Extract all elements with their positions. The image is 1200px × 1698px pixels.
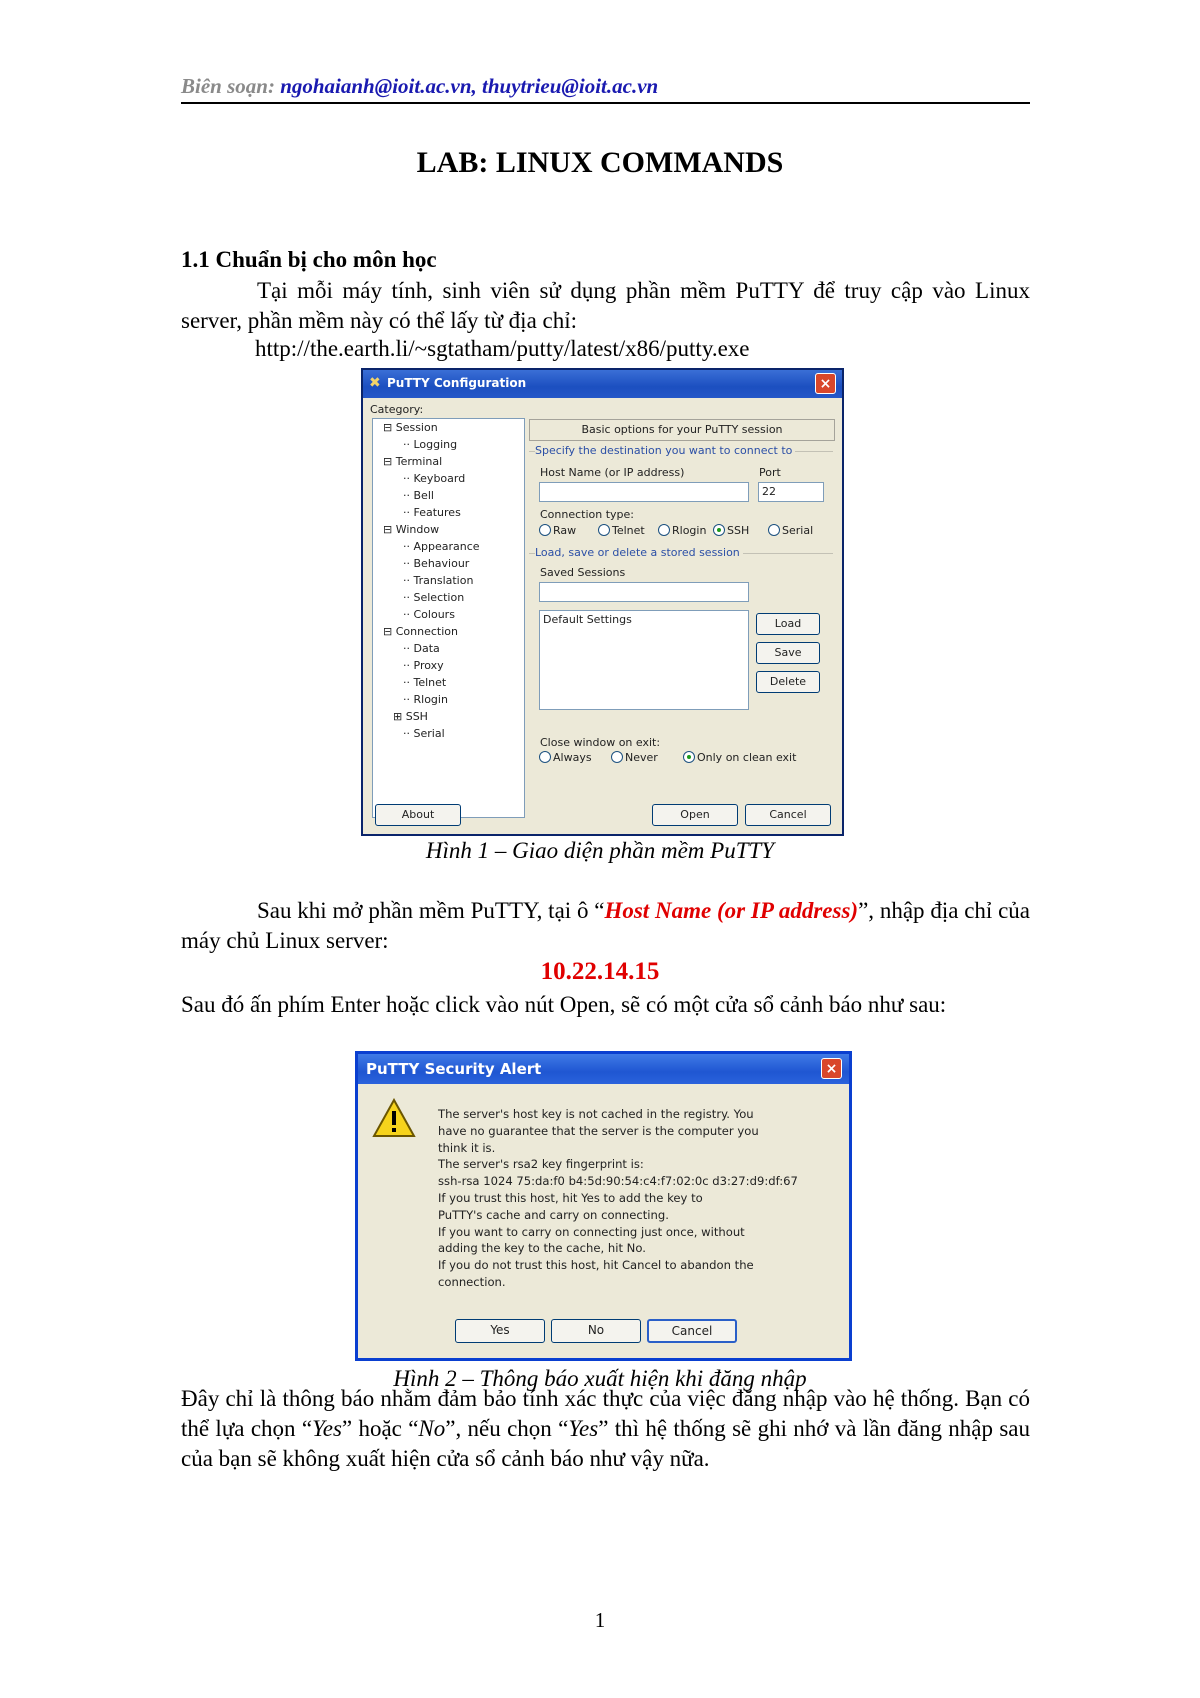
tree-item-logging[interactable]: ·· Logging: [403, 438, 458, 451]
paragraph-2: Sau khi mở phần mềm PuTTY, tại ô “Host Name (or IP address)”, nhập địa chỉ của máy chủ Linux server:: [181, 898, 1031, 953]
connection-type-label: Connection type:: [540, 508, 635, 521]
port-label: Port: [759, 466, 781, 479]
alert-line: connection.: [438, 1274, 506, 1289]
radio-serial-dot: [768, 524, 780, 536]
tree-item-proxy[interactable]: ·· Proxy: [403, 659, 444, 672]
header-prefix: Biên soạn:: [181, 74, 281, 98]
config-titlebar: [363, 370, 842, 398]
section-heading: 1.1 Chuẩn bị cho môn học: [181, 247, 437, 272]
alert-line: PuTTY's cache and carry on connecting.: [438, 1207, 669, 1222]
paragraph-3: Sau đó ấn phím Enter hoặc click vào nút Open, sẽ có một cửa sổ cảnh báo như sau:: [181, 992, 947, 1017]
load-button[interactable]: Load: [756, 613, 820, 635]
tree-item-telnet[interactable]: ·· Telnet: [403, 676, 447, 689]
tree-item-bell[interactable]: ·· Bell: [403, 489, 434, 502]
tree-item-colours[interactable]: ·· Colours: [403, 608, 455, 621]
config-title: PuTTY Configuration: [387, 376, 527, 390]
figure-2-caption: Hình 2 – Thông báo xuất hiện khi đăng nhập: [393, 1366, 807, 1391]
tree-item-behaviour[interactable]: ·· Behaviour: [403, 557, 470, 570]
close-icon[interactable]: ×: [815, 373, 836, 394]
document-title: LAB: LINUX COMMANDS: [416, 146, 784, 179]
alert-line: If you do not trust this host, hit Cancel to abandon the: [438, 1258, 754, 1273]
header-separator: ,: [471, 74, 483, 98]
alert-line: have no guarantee that the server is the computer you: [438, 1123, 759, 1138]
alert-close-icon[interactable]: ×: [821, 1058, 842, 1079]
host-label: Host Name (or IP address): [540, 466, 685, 479]
putty-config-window: [361, 368, 844, 836]
open-button[interactable]: Open: [652, 804, 738, 826]
host-name-input[interactable]: [539, 482, 749, 502]
radio-never[interactable]: Never: [611, 751, 658, 764]
radio-rlogin-dot: [658, 524, 670, 536]
figure-1-caption: Hình 1 – Giao diện phần mềm PuTTY: [425, 838, 775, 863]
yes-button[interactable]: Yes: [455, 1319, 545, 1343]
tree-item-terminal[interactable]: ⊟ Terminal: [383, 455, 443, 468]
radio-ssh[interactable]: SSH: [713, 524, 749, 537]
page-header: [181, 74, 658, 99]
tree-item-selection[interactable]: ·· Selection: [403, 591, 465, 604]
radio-always[interactable]: Always: [539, 751, 592, 764]
putty-icon: ✖: [369, 375, 381, 391]
tree-item-ssh[interactable]: ⊞ SSH: [393, 710, 428, 723]
radio-ssh-dot: [713, 524, 725, 536]
sessions-list[interactable]: [539, 610, 749, 710]
tree-item-appearance[interactable]: ·· Appearance: [403, 540, 480, 553]
alert-line: The server's rsa2 key fingerprint is:: [438, 1157, 644, 1172]
alert-cancel-button[interactable]: Cancel: [647, 1319, 737, 1343]
cancel-button[interactable]: Cancel: [745, 804, 831, 826]
ip-address: 10.22.14.15: [540, 958, 660, 985]
warning-icon: [372, 1098, 416, 1138]
tree-item-translation[interactable]: ·· Translation: [403, 574, 474, 587]
tree-item-serial[interactable]: ·· Serial: [403, 727, 445, 740]
close-on-exit-label: Close window on exit:: [540, 736, 661, 749]
radio-raw-dot: [539, 524, 551, 536]
tree-item-rlogin[interactable]: ·· Rlogin: [403, 693, 448, 706]
alert-message: [438, 1106, 838, 1291]
tree-item-data[interactable]: ·· Data: [403, 642, 440, 655]
header-email-2: thuytrieu@ioit.ac.vn: [482, 74, 659, 98]
radio-never-dot: [611, 751, 623, 763]
tree-item-features[interactable]: ·· Features: [403, 506, 461, 519]
alert-title: PuTTY Security Alert: [366, 1060, 542, 1078]
tree-item-session[interactable]: ⊟ Session: [383, 421, 438, 434]
page-number: 1: [594, 1608, 606, 1632]
download-url: http://the.earth.li/~sgtatham/putty/latest/x86/putty.exe: [255, 336, 750, 361]
radio-telnet[interactable]: Telnet: [598, 524, 645, 537]
saved-sessions-label: Saved Sessions: [540, 566, 626, 579]
category-tree: [372, 418, 525, 818]
tree-item-connection[interactable]: ⊟ Connection: [383, 625, 458, 638]
alert-line: The server's host key is not cached in the registry. You: [438, 1107, 754, 1121]
tree-item-window[interactable]: ⊟ Window: [383, 523, 440, 536]
tree-item-keyboard[interactable]: ·· Keyboard: [403, 472, 466, 485]
about-button[interactable]: About: [375, 804, 461, 826]
paragraph-4: Đây chỉ là thông báo nhằm đảm bảo tính xác thực của việc đăng nhập vào hệ thống. Bạn có thể lựa chọn “Yes” hoặc “No”, nếu chọn “Yes” thì hệ thống sẽ ghi nhớ và lần đăng nhập sau của bạn sẽ không xuất hiện cửa sổ cảnh báo như vậy nữa.: [181, 1386, 1030, 1471]
delete-button[interactable]: Delete: [756, 671, 820, 693]
radio-telnet-dot: [598, 524, 610, 536]
alert-line: ssh-rsa 1024 75:da:f0 b4:5d:90:54:c4:f7:02:0c d3:27:d9:df:67: [438, 1174, 798, 1189]
save-button[interactable]: Save: [756, 642, 820, 664]
host-name-highlight: Host Name (or IP address): [604, 898, 859, 923]
radio-clean-exit[interactable]: Only on clean exit: [683, 751, 796, 764]
no-button[interactable]: No: [551, 1319, 641, 1343]
port-input[interactable]: 22: [758, 482, 824, 502]
radio-serial[interactable]: Serial: [768, 524, 813, 537]
destination-group-label: Specify the destination you want to connect to: [535, 444, 795, 457]
alert-line: adding the key to the cache, hit No.: [438, 1241, 646, 1256]
saved-sessions-input[interactable]: [539, 582, 749, 602]
radio-always-dot: [539, 751, 551, 763]
security-alert-window: [355, 1051, 852, 1361]
category-label: Category:: [370, 403, 424, 416]
list-item-default[interactable]: Default Settings: [543, 613, 632, 626]
header-rule: [181, 102, 1030, 104]
alert-line: If you want to carry on connecting just once, without: [438, 1224, 745, 1239]
alert-titlebar: [358, 1054, 849, 1084]
radio-clean-exit-dot: [683, 751, 695, 763]
session-banner: Basic options for your PuTTY session: [529, 419, 835, 441]
paragraph-1: Tại mỗi máy tính, sinh viên sử dụng phần mềm PuTTY để truy cập vào Linux server, phần mềm này có thể lấy từ địa chỉ:: [181, 278, 1030, 333]
header-email-1: ngohaianh@ioit.ac.vn: [280, 74, 472, 98]
alert-line: If you trust this host, hit Yes to add the key to: [438, 1190, 703, 1205]
radio-raw[interactable]: Raw: [539, 524, 576, 537]
session-group-label: Load, save or delete a stored session: [535, 546, 743, 559]
radio-rlogin[interactable]: Rlogin: [658, 524, 706, 537]
alert-line: think it is.: [438, 1140, 496, 1155]
